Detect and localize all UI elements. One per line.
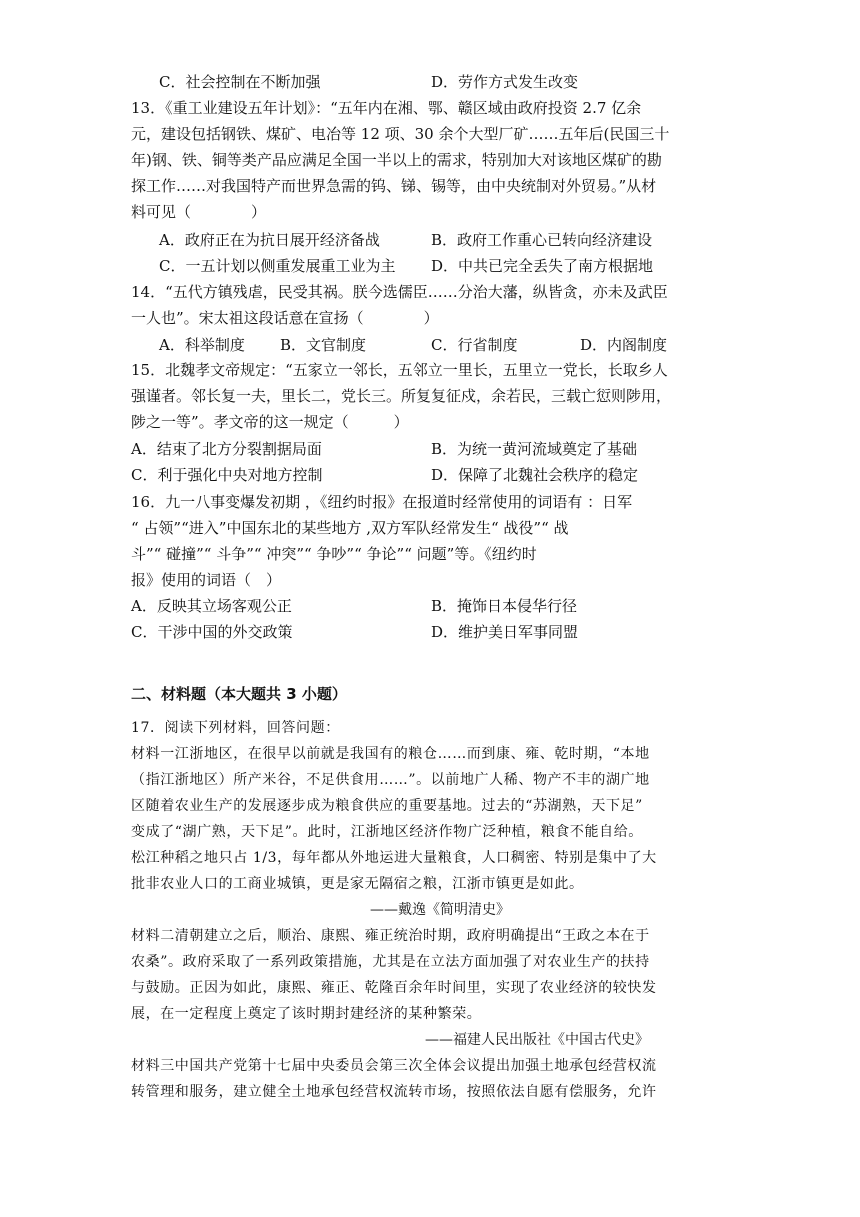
- q16-option-a: A．反映其立场客观公正: [131, 597, 292, 615]
- q16-stem-line: 斗”“ 碰撞”“ 斗争”“ 冲突”“ 争吵”“ 争论”“ 问题”等。《纽约时: [131, 545, 537, 563]
- q14-stem-line: 一人也”。宋太祖这段话意在宣扬（ ）: [131, 309, 439, 327]
- q15-option-d: D．保障了北魏社会秩序的稳定: [431, 466, 639, 484]
- material-2-line: 材料二清朝建立之后，顺治、康熙、雍正统治时期，政府明确提出“王政之本在于: [131, 928, 650, 944]
- material-3-line: 材料三中国共产党第十七届中央委员会第三次全体会议提出加强土地承包经营权流: [131, 1058, 657, 1074]
- q13-option-b: B．政府工作重心已转向经济建设: [431, 231, 653, 249]
- q12-option-d: D．劳作方式发生改变: [431, 73, 579, 91]
- material-1-line: 变成了“湖广熟，天下足”。此时，江浙地区经济作物广泛种植，粮食不能自给。: [131, 824, 643, 840]
- q14-option-d: D．内阁制度: [580, 336, 668, 354]
- section-heading: 二、材料题（本大题共 3 小题）: [131, 685, 347, 703]
- q16-stem-line: “ 占领”“进入”中国东北的某些地方 ,双方军队经常发生“ 战役”“ 战: [131, 519, 569, 537]
- q13-option-c: C．一五计划以侧重发展重工业为主: [159, 257, 396, 275]
- material-1-line: （指江浙地区）所产米谷，不足供食用……”。以前地广人稀、物产不丰的湖广地: [131, 772, 650, 788]
- q16-option-c: C．干涉中国的外交政策: [131, 623, 293, 641]
- q15-option-c: C．利于强化中央对地方控制: [131, 466, 323, 484]
- material-1-line: 松江种稻之地只占 1/3，每年都从外地运进大量粮食，人口稠密、特别是集中了大: [131, 850, 657, 866]
- material-1-line: 材料一江浙地区，在很早以前就是我国有的粮仓……而到康、雍、乾时期，“本地: [131, 746, 650, 762]
- q13-stem-line: 探工作……对我国特产而世界急需的钨、锑、锡等，由中央统制对外贸易。”从材: [131, 177, 657, 195]
- material-2-line: 展，在一定程度上奠定了该时期封建经济的某种繁荣。: [131, 1006, 482, 1022]
- material-1-source: ——戴逸《简明清史》: [370, 902, 510, 918]
- material-1-line: 批非农业人口的工商业城镇，更是家无隔宿之粮，江浙市镇更是如此。: [131, 876, 584, 892]
- material-3-line: 转管理和服务，建立健全土地承包经营权流转市场，按照依法自愿有偿服务，允许: [131, 1084, 657, 1100]
- q13-stem-line: 年)钢、铁、铜等类产品应满足全国一半以上的需求，特别加大对该地区煤矿的勘: [131, 151, 662, 169]
- q15-stem-line: 陟之一等”。孝文帝的这一规定（ ）: [131, 413, 409, 431]
- q13-option-a: A．政府正在为抗日展开经济备战: [159, 231, 380, 249]
- q13-stem-line: 元，建设包括钢铁、煤矿、电冶等 12 项、30 余个大型厂矿……五年后(民国三十: [131, 125, 670, 143]
- material-2-source: ——福建人民出版社《中国古代史》: [425, 1032, 649, 1048]
- q15-option-b: B．为统一黄河流域奠定了基础: [431, 440, 638, 458]
- q14-option-b: B．文官制度: [280, 336, 367, 354]
- q16-stem-line: 报》使用的词语（ ）: [131, 571, 282, 589]
- q14-option-c: C．行省制度: [431, 336, 518, 354]
- material-2-line: 与鼓励。正因为如此，康熙、雍正、乾隆百余年时间里，实现了农业经济的较快发: [131, 980, 657, 996]
- q15-option-a: A．结束了北方分裂割据局面: [131, 440, 322, 458]
- q14-stem-line: 14．“五代方镇残虐，民受其祸。朕今选儒臣……分治大藩，纵皆贪，亦未及武臣: [131, 283, 668, 301]
- q12-option-c: C．社会控制在不断加强: [159, 73, 321, 91]
- q16-option-b: B．掩饰日本侵华行径: [431, 597, 578, 615]
- q16-option-d: D．维护美日军事同盟: [431, 623, 579, 641]
- material-2-line: 农桑”。政府采取了一系列政策措施，尤其是在立法方面加强了对农业生产的扶持: [131, 954, 650, 970]
- q13-stem-line: 13．《重工业建设五年计划》：“五年内在湘、鄂、赣区域由政府投资 2.7 亿余: [131, 99, 642, 117]
- q16-stem-line: 16．九一八事变爆发初期 ，《纽约时报》在报道时经常使用的词语有 ：日军: [131, 493, 633, 511]
- material-1-line: 区随着农业生产的发展逐步成为粮食供应的重要基地。过去的“苏湖熟，天下足”: [131, 798, 643, 814]
- q15-stem-line: 强谨者。邻长复一夫，里长二，党长三。所复复征戍，余若民，三载亡愆则陟用，: [131, 387, 672, 405]
- q13-option-d: D．中共已完全丢失了南方根据地: [431, 257, 654, 275]
- q17-intro: 17．阅读下列材料，回答问题：: [131, 720, 340, 736]
- q15-stem-line: 15．北魏孝文帝规定：“五家立一邻长，五邻立一里长，五里立一党长，长取乡人: [131, 361, 668, 379]
- q14-option-a: A．科举制度: [159, 336, 245, 354]
- q13-stem-line: 料可见（ ）: [131, 203, 267, 221]
